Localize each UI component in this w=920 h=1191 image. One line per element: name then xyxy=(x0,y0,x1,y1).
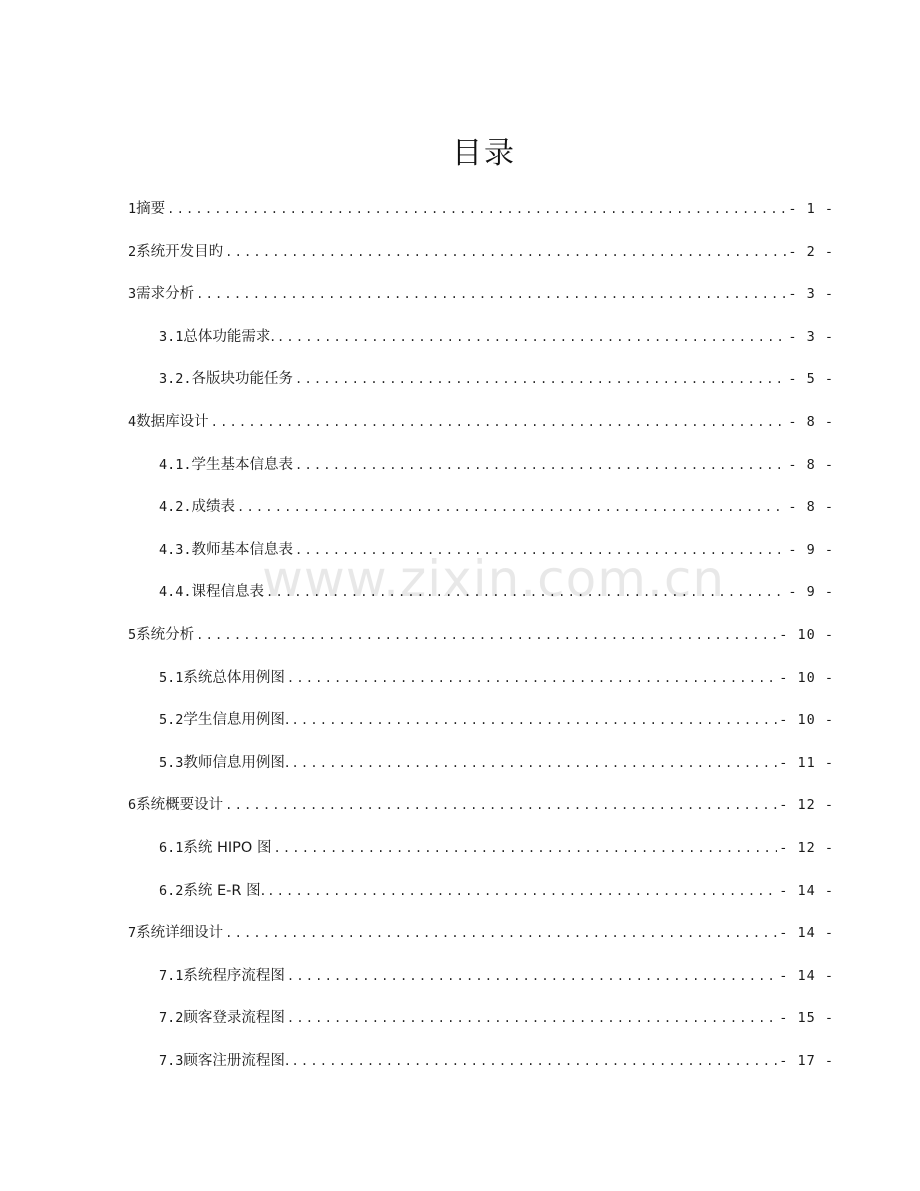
toc-entry-page-number: - 14 - xyxy=(779,968,834,984)
toc-entry-number: 7.2 xyxy=(159,1010,184,1026)
toc-entry-number: 5 xyxy=(128,627,137,643)
toc-entry[interactable] xyxy=(128,624,834,646)
toc-entry-number: 4.4. xyxy=(159,584,192,600)
toc-leader-dots xyxy=(287,667,777,689)
toc-leader-dots xyxy=(277,326,786,348)
toc-entry-number: 6 xyxy=(128,797,137,813)
toc-entry[interactable] xyxy=(128,794,834,816)
toc-leader-dots xyxy=(295,454,786,476)
toc-entry[interactable] xyxy=(159,880,834,902)
toc-entry[interactable] xyxy=(159,368,834,390)
toc-leader-dots xyxy=(287,1007,777,1029)
toc-leader-dots xyxy=(225,241,786,263)
toc-entry-title: 系统开发目旳 xyxy=(136,244,224,260)
toc-entry-page-number: - 3 - xyxy=(788,286,834,302)
toc-entry-page-number: - 12 - xyxy=(779,797,834,813)
toc-leader-dots xyxy=(167,198,786,220)
toc-entry-number: 4.1. xyxy=(159,457,192,473)
toc-leader-dots xyxy=(266,581,786,603)
toc-entry-title: 摘要 xyxy=(136,201,166,217)
toc-entry-page-number: - 10 - xyxy=(779,627,834,643)
toc-entry-title: 系统详细设计 xyxy=(136,925,224,941)
toc-entry-title: 系统概要设计 xyxy=(136,797,224,813)
toc-entry-title: 系统 HIPO 图 xyxy=(183,840,272,856)
toc-entry-page-number: - 8 - xyxy=(788,499,834,515)
toc-entry-page-number: - 11 - xyxy=(779,755,834,771)
toc-entry[interactable] xyxy=(128,283,834,305)
toc-entry[interactable] xyxy=(159,454,834,476)
toc-leader-dots xyxy=(196,624,777,646)
toc-entry-title: 总体功能需求. xyxy=(183,329,275,345)
toc-leader-dots xyxy=(295,368,786,390)
toc-entry-page-number: - 8 - xyxy=(788,414,834,430)
toc-entry-number: 7.1 xyxy=(159,968,184,984)
toc-entry-number: 3.1 xyxy=(159,329,184,345)
toc-entry[interactable] xyxy=(159,1007,834,1029)
toc-entry-page-number: - 17 - xyxy=(779,1053,834,1069)
toc-entry-title: 需求分析 xyxy=(136,286,195,302)
toc-entry-number: 4 xyxy=(128,414,137,430)
toc-entry-page-number: - 14 - xyxy=(779,925,834,941)
toc-entry-number: 2 xyxy=(128,244,137,260)
toc-leader-dots xyxy=(292,1050,778,1072)
toc-entry-title: 系统程序流程图 xyxy=(183,968,285,984)
toc-entry[interactable] xyxy=(159,752,834,774)
toc-entry-title: 顾客登录流程图 xyxy=(183,1010,285,1026)
toc-entry-number: 3 xyxy=(128,286,137,302)
page-title: 目录 xyxy=(452,136,516,172)
toc-entry[interactable] xyxy=(159,709,834,731)
toc-entry-number: 3.2. xyxy=(159,371,192,387)
toc-entry-title: 教师信息用例图. xyxy=(183,755,290,771)
toc-entry-number: 1 xyxy=(128,201,137,217)
toc-entry[interactable] xyxy=(128,411,834,433)
toc-entry-page-number: - 10 - xyxy=(779,712,834,728)
toc-entry-page-number: - 15 - xyxy=(779,1010,834,1026)
toc-entry-page-number: - 14 - xyxy=(779,883,834,899)
toc-entry-title: 系统 E-R 图. xyxy=(183,883,266,899)
toc-entry-page-number: - 3 - xyxy=(788,329,834,345)
toc-entry-page-number: - 8 - xyxy=(788,457,834,473)
toc-entry-number: 7.3 xyxy=(159,1053,184,1069)
toc-entry[interactable] xyxy=(159,1050,834,1072)
toc-leader-dots xyxy=(292,752,778,774)
toc-entry-title: 系统总体用例图 xyxy=(183,670,285,686)
toc-entry-title: 学生基本信息表 xyxy=(191,457,294,473)
toc-entry[interactable] xyxy=(159,539,834,561)
toc-leader-dots xyxy=(267,880,777,902)
toc-entry-title: 教师基本信息表 xyxy=(191,542,294,558)
toc-entry-page-number: - 2 - xyxy=(788,244,834,260)
toc-entry-title: 成绩表 xyxy=(191,499,236,515)
toc-leader-dots xyxy=(292,709,778,731)
toc-entry-title: 各版块功能任务 xyxy=(191,371,294,387)
toc-leader-dots xyxy=(273,837,777,859)
toc-entry-page-number: - 9 - xyxy=(788,542,834,558)
toc-leader-dots xyxy=(287,965,777,987)
toc-entry-title: 数据库设计 xyxy=(136,414,209,430)
toc-entry-title: 学生信息用例图. xyxy=(183,712,290,728)
toc-entry[interactable] xyxy=(128,241,834,263)
toc-entry-number: 7 xyxy=(128,925,137,941)
toc-entry-title: 顾客注册流程图. xyxy=(183,1053,290,1069)
toc-entry-number: 6.1 xyxy=(159,840,184,856)
toc-entry-page-number: - 10 - xyxy=(779,670,834,686)
toc-leader-dots xyxy=(211,411,787,433)
toc-entry-number: 6.2 xyxy=(159,883,184,899)
toc-entry-title: 课程信息表 xyxy=(191,584,265,600)
toc-leader-dots xyxy=(237,496,786,518)
toc-entry[interactable] xyxy=(128,922,834,944)
toc-entry[interactable] xyxy=(159,496,834,518)
toc-entry-page-number: - 5 - xyxy=(788,371,834,387)
toc-entry-number: 5.3 xyxy=(159,755,184,771)
toc-entry-number: 4.2. xyxy=(159,499,192,515)
toc-entry[interactable] xyxy=(159,667,834,689)
toc-leader-dots xyxy=(295,539,786,561)
toc-leader-dots xyxy=(225,922,777,944)
watermark-text: www.zixin.com.cn xyxy=(262,550,726,608)
toc-entry-page-number: - 12 - xyxy=(779,840,834,856)
toc-entry-number: 4.3. xyxy=(159,542,192,558)
toc-leader-dots xyxy=(225,794,777,816)
toc-entry-number: 5.1 xyxy=(159,670,184,686)
toc-entry[interactable] xyxy=(128,198,834,220)
toc-entry[interactable] xyxy=(159,965,834,987)
toc-entry-page-number: - 1 - xyxy=(788,201,834,217)
toc-entry[interactable] xyxy=(159,581,834,603)
toc-entry-title: 系统分析 xyxy=(136,627,195,643)
toc-entry-page-number: - 9 - xyxy=(788,584,834,600)
toc-entry-number: 5.2 xyxy=(159,712,184,728)
toc-leader-dots xyxy=(196,283,786,305)
toc-entry[interactable] xyxy=(159,837,834,859)
toc-entry[interactable] xyxy=(159,326,834,348)
